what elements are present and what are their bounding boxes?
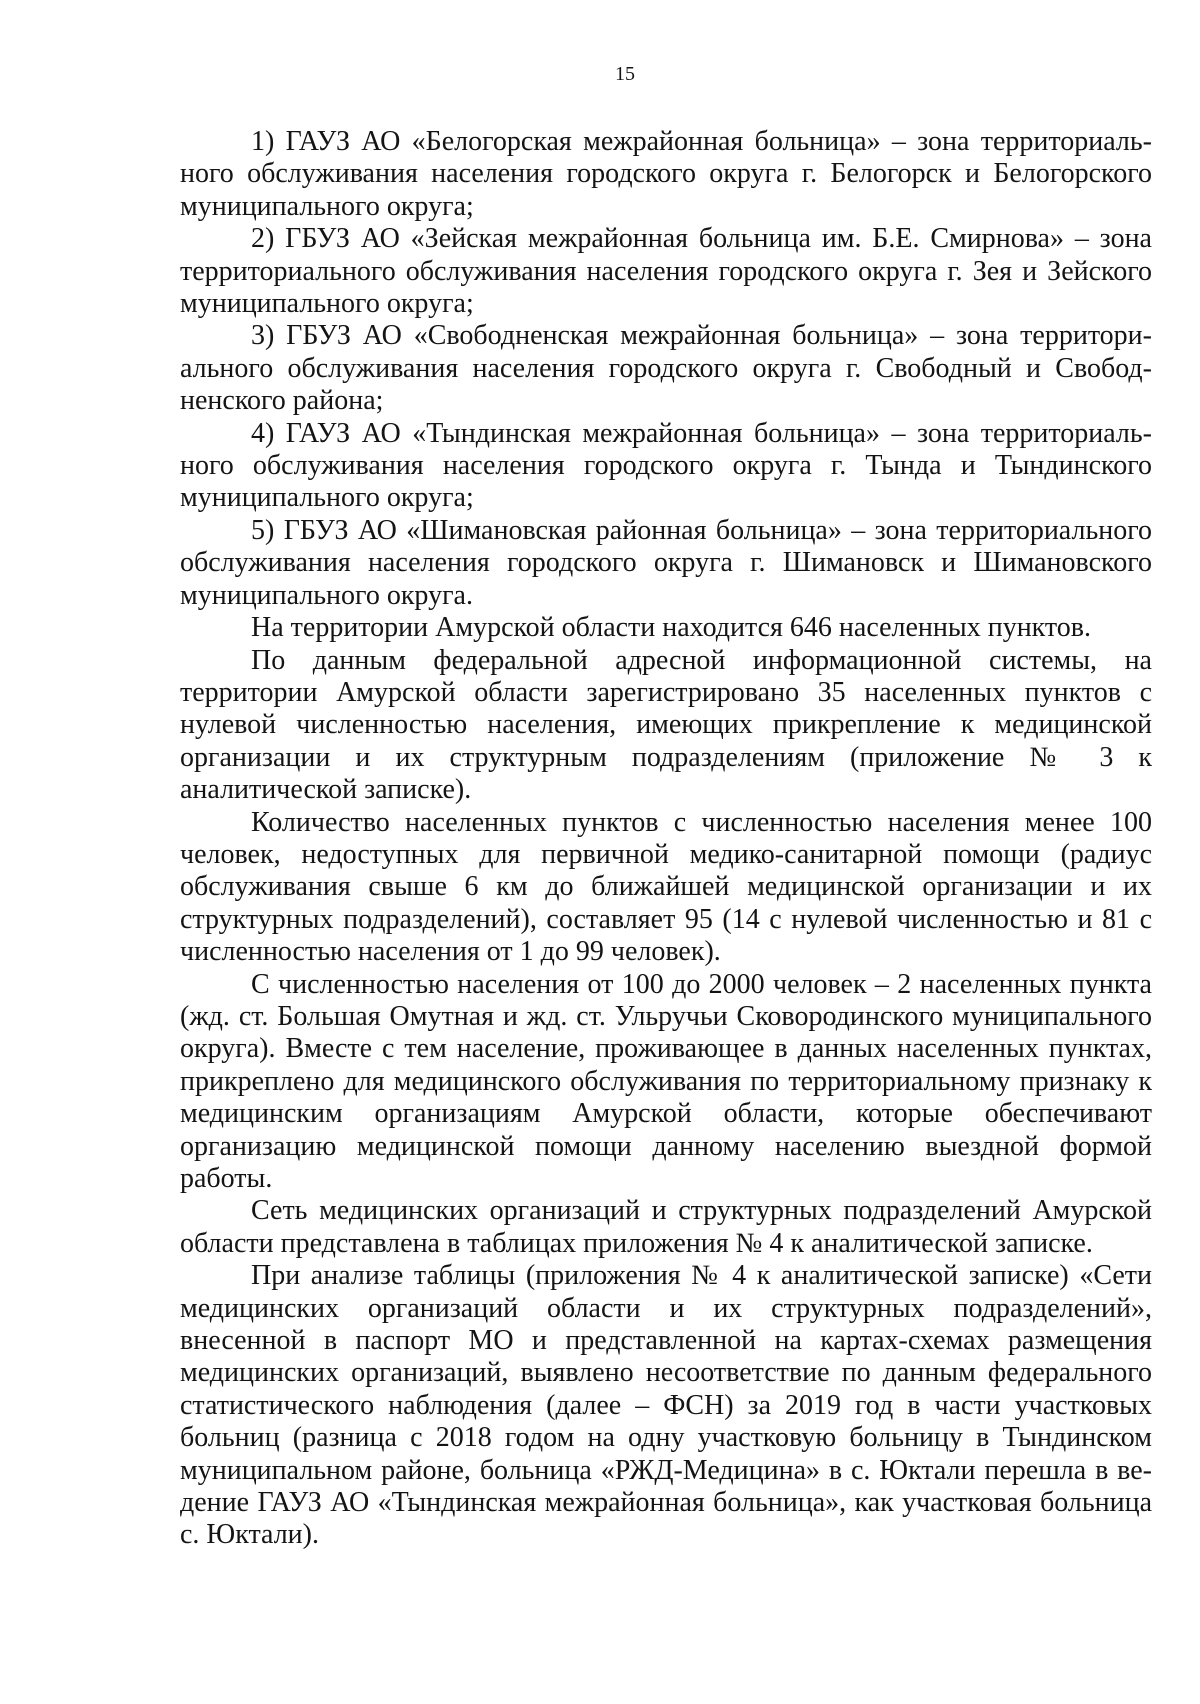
paragraph-network: Сеть медицинских организаций и структурных подразделений Амурской области представлена в таблицах приложения № 4 к аналитической записке. — [180, 1195, 1152, 1259]
paragraph-belogorsk: 1) ГАУЗ АО «Белогорская межрайонная больница» – зона территориального обслуживания населения городского округа г. Белогорск и Белогорского муниципального округа; — [180, 126, 1152, 222]
paragraph-analysis: При анализе таблицы (приложения № 4 к аналитической записке) «Сети медицинских организаций области и их структурных подразделений», внесенной в паспорт МО и представленной на картах-схемах размещения медицинских организаций, выявлено несоответствие по данным федерального статистического наблюдения (далее – ФСН) за 2019 год в части участковых больниц (разница с 2018 годом на одну участковую больницу в Тындинском муниципальном районе, больница «РЖД-Медицина» в с. Юктали перешла в ведение ГАУЗ АО «Тындинская межрайонная больница», как участковая больница с. Юктали). — [180, 1260, 1152, 1551]
paragraph-settlements-count: На территории Амурской области находится 646 населенных пунктов. — [251, 612, 1091, 644]
paragraph-zeya: 2) ГБУЗ АО «Зейская межрайонная больница им. Б.Е. Смирнова» – зона территориального обслуживания населения городского округа г. Зея и Зейского муниципального округа; — [180, 223, 1152, 320]
page-number: 15 — [615, 63, 635, 85]
paragraph-inaccessible-settlements: Количество населенных пунктов с численностью населения менее 100 человек, недоступных для первичной медико-санитарной помощи (радиус обслуживания свыше 6 км до ближайшей медицинской организации и их структурных подразделений), составляет 95 (14 с нулевой численностью и 81 с численностью населения от 1 до 99 человек). — [180, 806, 1152, 968]
paragraph-population-100-2000: С численностью населения от 100 до 2000 человек – 2 населенных пункта (жд. ст. Большая Омутная и жд. ст. Ульручьи Сковородинского муниципального округа). Вместе с тем население, проживающее в данных населенных пунктах, прикреплено для медицинского обслуживания по территориальному признаку к медицинским организациям Амурской области, которые обеспечивают организацию медицинской помощи данному населению выездной формой работы. — [180, 968, 1152, 1194]
paragraph-svobodny: 3) ГБУЗ АО «Свободненская межрайонная больница» – зона территориального обслуживания населения городского округа г. Свободный и Свободненского района; — [180, 320, 1152, 417]
document-body — [180, 126, 1152, 1552]
paragraph-tynda: 4) ГАУЗ АО «Тындинская межрайонная больница» – зона территориального обслуживания населения городского округа г. Тында и Тындинского муниципального округа; — [180, 417, 1152, 514]
paragraph-zero-population: По данным федеральной адресной информационной системы, на территории Амурской области зарегистрировано 35 населенных пунктов с нулевой численностью населения, имеющих прикрепление к медицинской организации и их структурным подразделениям (приложение № 3 к аналитической записке). — [180, 644, 1152, 806]
paragraph-shimanovsk: 5) ГБУЗ АО «Шимановская районная больница» – зона территориального обслуживания населения городского округа г. Шимановск и Шимановского муниципального округа. — [180, 514, 1152, 611]
